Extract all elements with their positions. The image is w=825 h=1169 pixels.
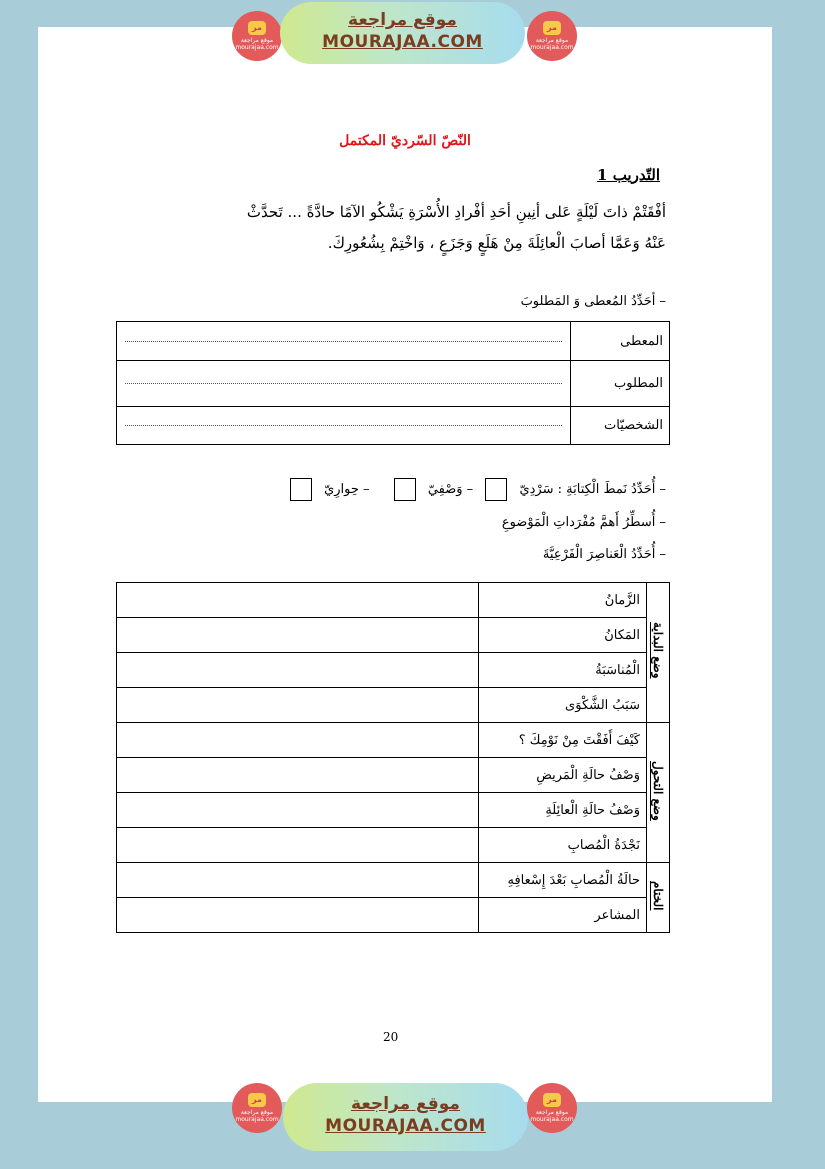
answer-field-characters[interactable] — [117, 407, 571, 445]
section-label: وضع البداية — [647, 583, 670, 723]
site-logo-icon[interactable]: ﻣﺮ موقع مراجعة mourajaa.com — [527, 1083, 577, 1133]
row-label: نَجْدَةُ الْمُصابِ — [479, 828, 647, 863]
writing-type-dialogue: – حِوارِيّ — [324, 482, 370, 497]
banner-latin-text: MOURAJAA.COM — [325, 1116, 486, 1136]
instruction-vocabulary: – أُسطِّرُ أَهمَّ مُفْرَداتِ الْمَوْضوعِ — [501, 515, 666, 530]
table-row — [117, 793, 670, 828]
site-logo-icon[interactable]: ﻣﺮ موقع مراجعة mourajaa.com — [527, 11, 577, 61]
worksheet-title: النّصّ السّرديّ المكتمل — [339, 133, 471, 149]
worksheet-page — [38, 27, 772, 1102]
exercise-heading: التّدريب 1 — [597, 166, 660, 184]
instruction-sub-elements: – أُحَدِّدُ الْعَناصِرَ الْفَرْعِيَّةَ — [542, 547, 666, 562]
answer-cell[interactable] — [117, 828, 479, 863]
site-logo-icon[interactable]: ﻣﺮ موقع مراجعة mourajaa.com — [232, 11, 282, 61]
answer-cell[interactable] — [117, 618, 479, 653]
table-row — [117, 758, 670, 793]
sub-elements-table — [116, 582, 670, 933]
table-row — [117, 322, 670, 361]
section-label: وضع التحول — [647, 723, 670, 863]
banner-arabic-text: موقع مراجعة — [348, 10, 457, 30]
table-row — [117, 407, 670, 445]
answer-cell[interactable] — [117, 688, 479, 723]
table-row — [117, 828, 670, 863]
checkbox-dialogue[interactable] — [290, 478, 312, 501]
row-label: المَكانُ — [479, 618, 647, 653]
table-row — [117, 723, 670, 758]
answer-cell[interactable] — [117, 653, 479, 688]
row-label: وَصْفُ حالَةِ الْعائِلَةِ — [479, 793, 647, 828]
given-required-table — [116, 321, 670, 445]
instruction-given-required: – أحَدِّدُ المُعطى وَ المَطلوبَ — [520, 294, 666, 309]
section-label: الختام — [647, 863, 670, 933]
answer-field-given[interactable] — [117, 322, 571, 361]
table-row — [117, 361, 670, 407]
row-label: الزَّمانُ — [479, 583, 647, 618]
page-number: 20 — [383, 1030, 399, 1044]
row-label: كَيْفَ أَفَقْتَ مِنْ نَوْمِكَ ؟ — [479, 723, 647, 758]
writing-type-lead: – أُحَدِّدُ نَمطَ الْكِتابَةِ : سَرْدِيّ — [519, 482, 666, 497]
site-banner-bottom[interactable] — [283, 1083, 528, 1151]
table-row — [117, 688, 670, 723]
row-label: حالَةُ الْمُصابِ بَعْدَ إِسْعافِهِ — [479, 863, 647, 898]
writing-type-descriptive: – وَصْفِيّ — [427, 482, 474, 497]
site-banner-top[interactable] — [280, 2, 525, 64]
answer-cell[interactable] — [117, 863, 479, 898]
table-row — [117, 898, 670, 933]
answer-cell[interactable] — [117, 898, 479, 933]
row-label: المعطى — [571, 322, 670, 361]
answer-cell[interactable] — [117, 723, 479, 758]
banner-latin-text: MOURAJAA.COM — [322, 32, 483, 52]
table-row — [117, 863, 670, 898]
writing-type-line — [282, 478, 666, 501]
table-row — [117, 583, 670, 618]
checkbox-descriptive[interactable] — [394, 478, 416, 501]
site-logo-icon[interactable]: ﻣﺮ موقع مراجعة mourajaa.com — [232, 1083, 282, 1133]
row-label: المطلوب — [571, 361, 670, 407]
exercise-prompt: أفْقَتْمْ ذاتَ لَيْلَةٍ عَلى أنِينِ أحَدِ أفْرادِ الأُسْرَةِ يَشْكُو الآمًا حادَّةً ... تَحدَّثْ عَنْهُ وَعَمَّا أصابَ الْعائِلَةَ مِنْ هَلَعٍ وَجَزَعٍ ، وَاخْتِمْ بِشُعُورِكَ. — [246, 203, 666, 252]
row-label: الشخصيّات — [571, 407, 670, 445]
row-label: سَبَبُ الشَّكْوَى — [479, 688, 647, 723]
banner-arabic-text: موقع مراجعة — [351, 1094, 460, 1114]
checkbox-narrative[interactable] — [485, 478, 507, 501]
answer-field-required[interactable] — [117, 361, 571, 407]
answer-cell[interactable] — [117, 758, 479, 793]
answer-cell[interactable] — [117, 793, 479, 828]
row-label: وَصْفُ حالَةِ الْمَريضِ — [479, 758, 647, 793]
table-row — [117, 618, 670, 653]
row-label: الْمُناسَبَةُ — [479, 653, 647, 688]
answer-cell[interactable] — [117, 583, 479, 618]
row-label: المشاعر — [479, 898, 647, 933]
table-row — [117, 653, 670, 688]
